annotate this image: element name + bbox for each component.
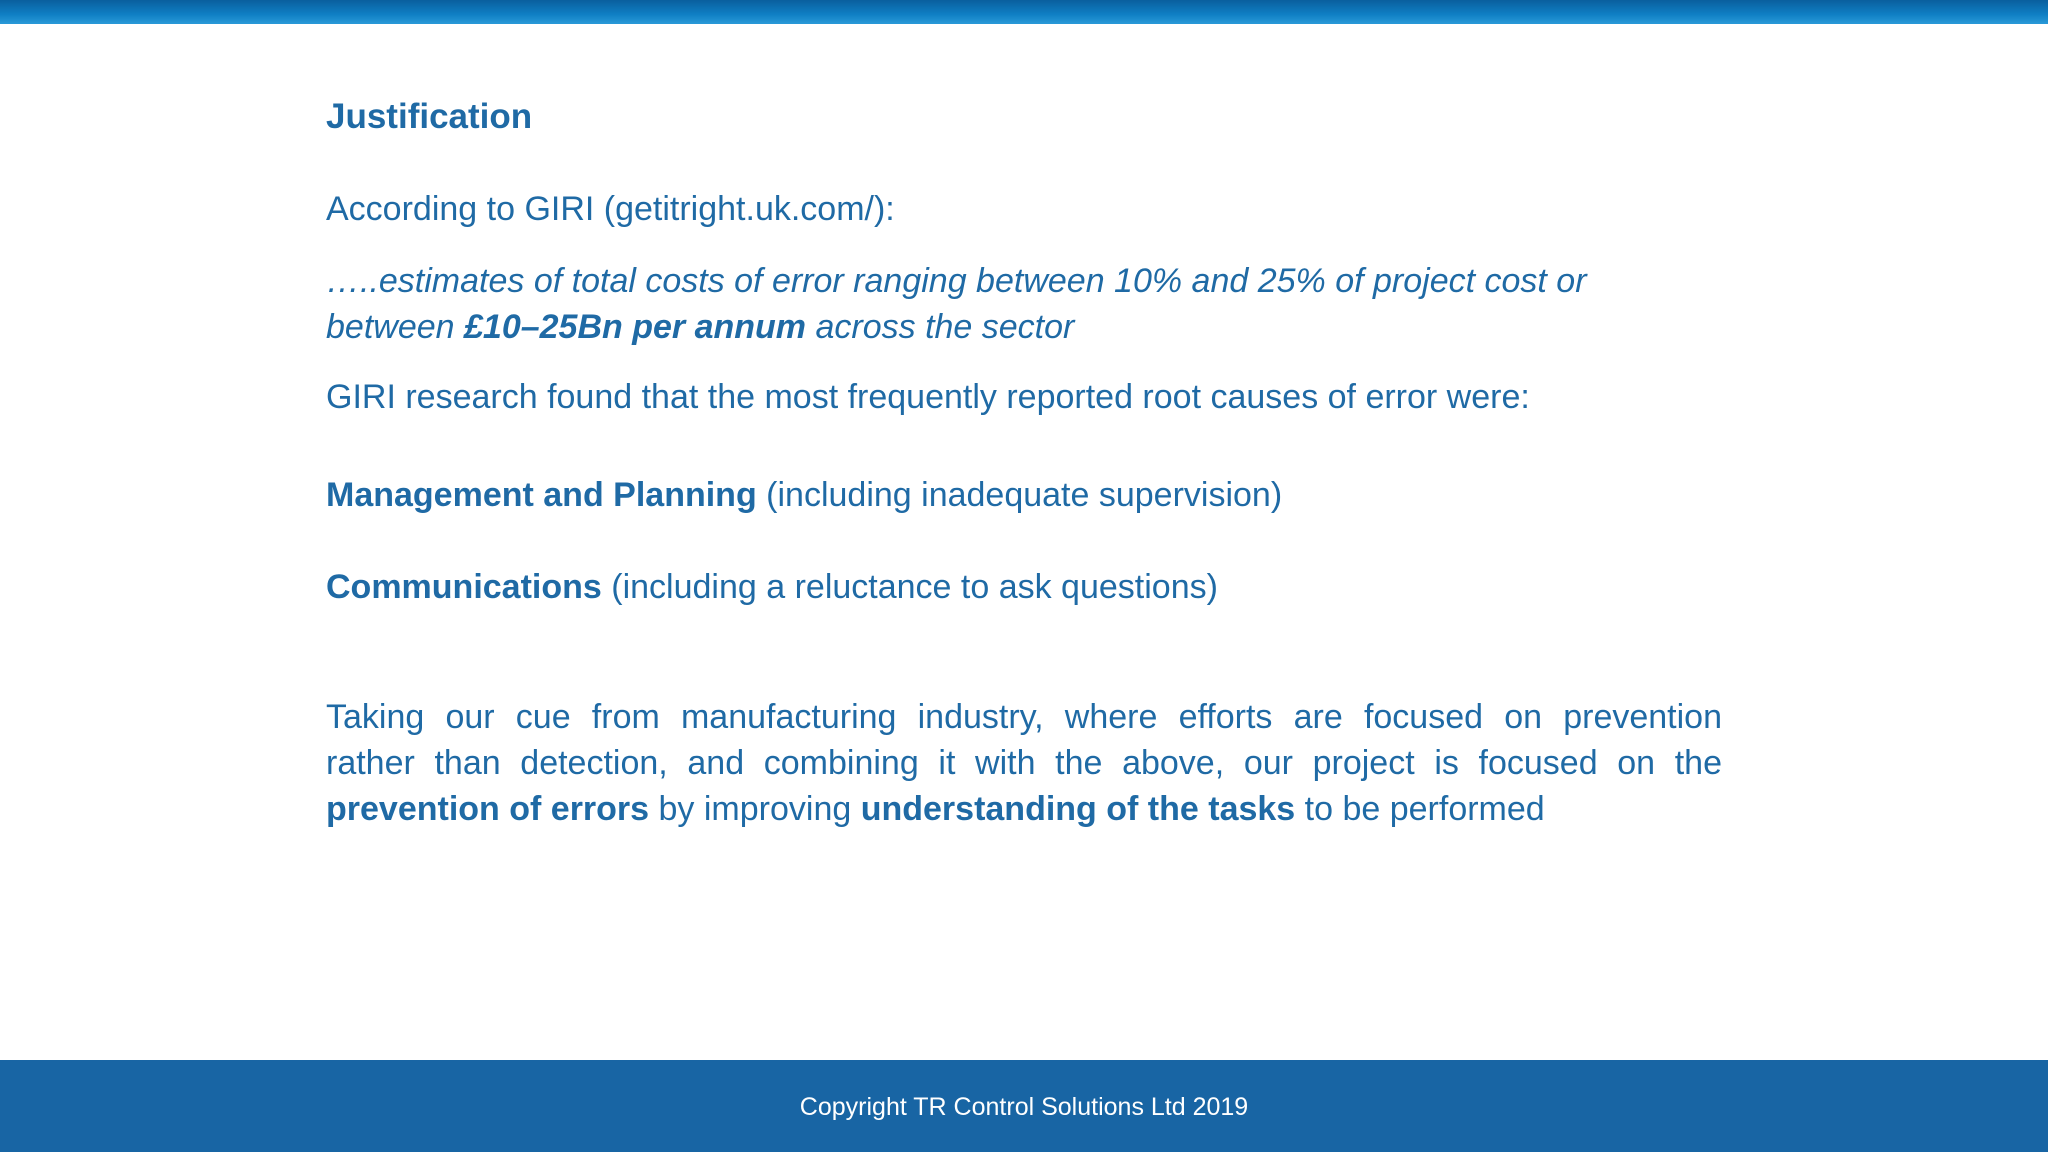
conclusion-line-3-mid: by improving xyxy=(649,790,861,828)
cause-detail: (including inadequate supervision) xyxy=(756,476,1283,514)
conclusion-line-3 xyxy=(326,786,1722,832)
quote-line-2-suffix: across the sector xyxy=(806,308,1075,346)
footer-bar xyxy=(0,1060,2048,1152)
top-accent-bar xyxy=(0,0,2048,24)
conclusion-paragraph xyxy=(326,694,1722,832)
conclusion-emphasis-prevention: prevention of errors xyxy=(326,790,650,828)
copyright-text: Copyright TR Control Solutions Ltd 2019 xyxy=(799,1093,1249,1121)
source-line: According to GIRI (getitright.uk.com/): xyxy=(326,190,895,228)
conclusion-line-3-end: to be performed xyxy=(1295,790,1545,828)
cause-title: Communications xyxy=(326,568,602,606)
quote-line-1: …..estimates of total costs of error ranging between 10% and 25% of project cost or xyxy=(326,262,1587,300)
cause-title: Management and Planning xyxy=(326,476,757,514)
cause-item xyxy=(326,472,1282,518)
giri-research-line: GIRI research found that the most frequently reported root causes of error were: xyxy=(326,378,1530,416)
cause-item xyxy=(326,564,1218,610)
quote-line-2-prefix: between xyxy=(326,308,464,346)
conclusion-line-2: rather than detection, and combining it with the above, our project is focused on the xyxy=(326,744,1722,782)
conclusion-emphasis-understanding: understanding of the tasks xyxy=(860,790,1296,828)
cause-detail: (including a reluctance to ask questions) xyxy=(601,568,1218,606)
quote-block xyxy=(326,258,1587,350)
quote-line-2 xyxy=(326,304,1587,350)
slide-heading: Justification xyxy=(326,97,533,136)
quote-cost-figure: £10–25Bn per annum xyxy=(464,308,807,346)
conclusion-line-1: Taking our cue from manufacturing industry, where efforts are focused on prevention xyxy=(326,698,1722,736)
